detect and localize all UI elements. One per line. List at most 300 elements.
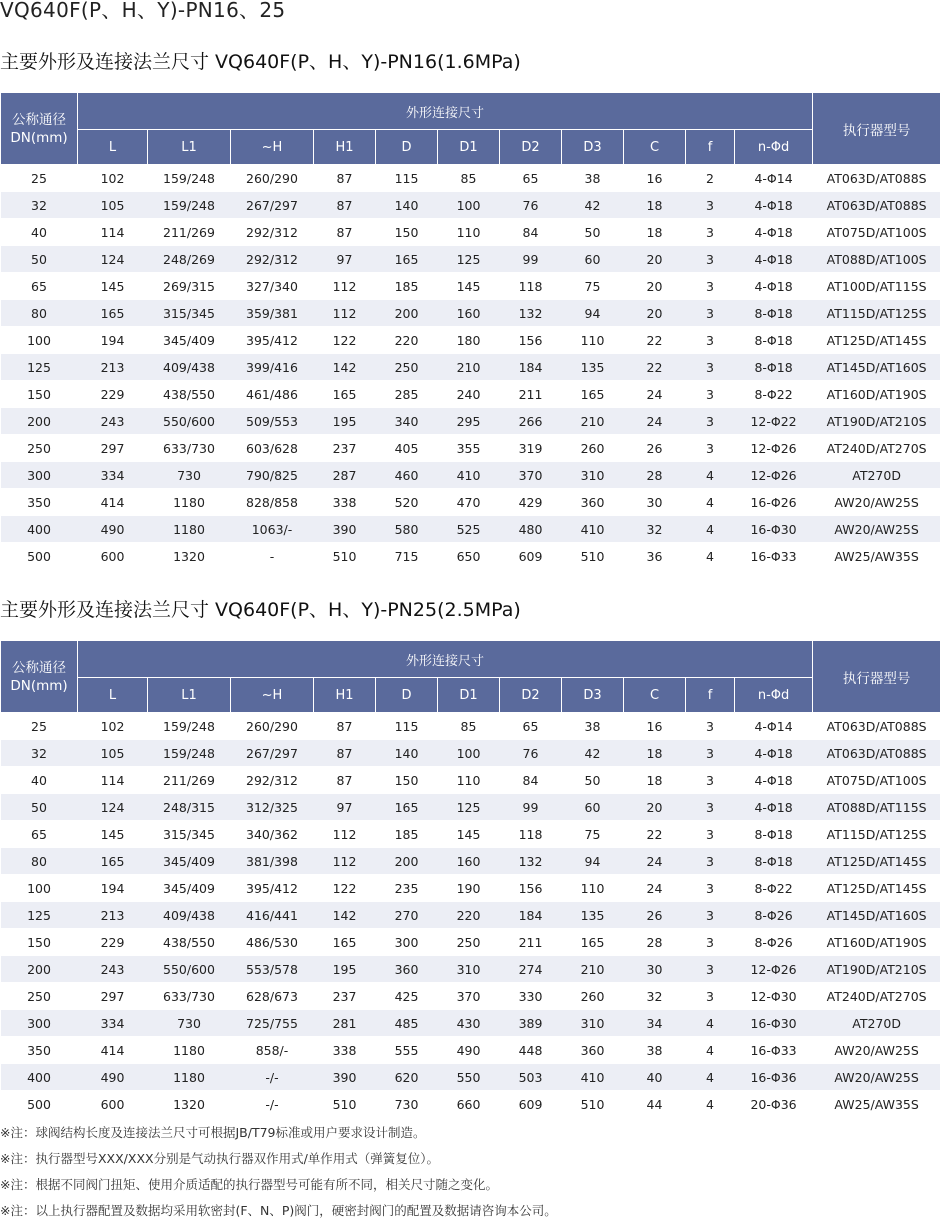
table-cell: 295 — [438, 408, 500, 435]
table-cell: 65 — [1, 821, 78, 848]
table-cell: 260 — [562, 435, 624, 462]
table-cell: 12-Φ26 — [735, 956, 813, 983]
table-cell: 210 — [438, 354, 500, 381]
table-cell: 260/290 — [231, 165, 314, 192]
table-row — [1, 435, 940, 462]
table-cell: 410 — [438, 462, 500, 489]
table-cell: 165 — [314, 381, 376, 408]
col-header: C — [624, 130, 686, 165]
table-cell: AT088D/AT100S — [813, 246, 940, 273]
table-cell: 334 — [78, 462, 148, 489]
table-cell: 250 — [376, 354, 438, 381]
table-cell: 730 — [148, 1010, 231, 1037]
table-cell: 660 — [438, 1091, 500, 1118]
table-cell: 345/409 — [148, 875, 231, 902]
table-cell: 200 — [376, 300, 438, 327]
table-cell: 260 — [562, 983, 624, 1010]
table-cell: 124 — [78, 794, 148, 821]
table-cell: 237 — [314, 983, 376, 1010]
table-cell: 3 — [686, 956, 735, 983]
table-row — [1, 327, 940, 354]
table-cell: 211 — [500, 381, 562, 408]
table-cell: 84 — [500, 219, 562, 246]
table-cell: 60 — [562, 246, 624, 273]
table-cell: 285 — [376, 381, 438, 408]
table-cell: AT190D/AT210S — [813, 408, 940, 435]
table-cell: 4 — [686, 1037, 735, 1064]
table-cell: AT270D — [813, 462, 940, 489]
table-cell: 600 — [78, 1091, 148, 1118]
col-header: D1 — [438, 678, 500, 713]
table-cell: 267/297 — [231, 740, 314, 767]
table-cell: 40 — [624, 1064, 686, 1091]
table-cell: 18 — [624, 740, 686, 767]
table-cell: 125 — [1, 354, 78, 381]
table-cell: -/- — [231, 1064, 314, 1091]
table-cell: 26 — [624, 902, 686, 929]
table-cell: 30 — [624, 956, 686, 983]
table-cell: 269/315 — [148, 273, 231, 300]
table-cell: 24 — [624, 848, 686, 875]
table-cell: 8-Φ18 — [735, 327, 813, 354]
table-cell: 390 — [314, 516, 376, 543]
table-cell: 118 — [500, 821, 562, 848]
table-cell: 94 — [562, 848, 624, 875]
table-row — [1, 300, 940, 327]
table-cell: 190 — [438, 875, 500, 902]
dimension-table-pn16 — [0, 92, 940, 570]
note: ※注：球阀结构长度及连接法兰尺寸可根据JB/T79标准或用户要求设计制造。 — [0, 1120, 557, 1146]
table-cell: 510 — [562, 1091, 624, 1118]
table-cell: - — [231, 543, 314, 570]
table-cell: 122 — [314, 327, 376, 354]
table-cell: 243 — [78, 956, 148, 983]
table-cell: 633/730 — [148, 435, 231, 462]
table-cell: 50 — [562, 767, 624, 794]
table-cell: 425 — [376, 983, 438, 1010]
table-cell: 87 — [314, 740, 376, 767]
table-cell: 211 — [500, 929, 562, 956]
table-cell: 184 — [500, 354, 562, 381]
table-cell: 360 — [376, 956, 438, 983]
table-cell: 300 — [1, 1010, 78, 1037]
table-cell: AW20/AW25S — [813, 1064, 940, 1091]
table-cell: 8-Φ18 — [735, 354, 813, 381]
table-cell: 500 — [1, 1091, 78, 1118]
table-cell: 4-Φ18 — [735, 740, 813, 767]
table-row — [1, 516, 940, 543]
table-cell: 16-Φ33 — [735, 1037, 813, 1064]
table-cell: AT063D/AT088S — [813, 713, 940, 740]
table-cell: AT115D/AT125S — [813, 300, 940, 327]
table-cell: 274 — [500, 956, 562, 983]
table-cell: 22 — [624, 354, 686, 381]
table-cell: AT145D/AT160S — [813, 354, 940, 381]
table-cell: 18 — [624, 767, 686, 794]
table-cell: 1320 — [148, 543, 231, 570]
table-cell: 125 — [438, 246, 500, 273]
table-cell: 102 — [78, 713, 148, 740]
table-cell: 65 — [500, 713, 562, 740]
table-cell: 828/858 — [231, 489, 314, 516]
table-cell: 355 — [438, 435, 500, 462]
table-cell: 150 — [376, 219, 438, 246]
table-cell: 3 — [686, 192, 735, 219]
table-cell: 315/345 — [148, 300, 231, 327]
table-cell: 85 — [438, 165, 500, 192]
table-cell: 185 — [376, 273, 438, 300]
table-cell: 105 — [78, 740, 148, 767]
table-cell: AT160D/AT190S — [813, 929, 940, 956]
table-cell: 22 — [624, 327, 686, 354]
table-cell: 730 — [148, 462, 231, 489]
table-cell: 20 — [624, 246, 686, 273]
table-cell: 125 — [1, 902, 78, 929]
table-cell: 414 — [78, 489, 148, 516]
table-cell: 8-Φ18 — [735, 821, 813, 848]
col-header: D1 — [438, 130, 500, 165]
table-cell: 360 — [562, 1037, 624, 1064]
table-cell: 50 — [562, 219, 624, 246]
table-cell: 18 — [624, 219, 686, 246]
table-cell: 110 — [562, 875, 624, 902]
table-cell: 381/398 — [231, 848, 314, 875]
table-cell: 4 — [686, 1010, 735, 1037]
table-cell: 490 — [78, 1064, 148, 1091]
table-cell: 32 — [1, 740, 78, 767]
table-cell: 115 — [376, 165, 438, 192]
table-cell: 486/530 — [231, 929, 314, 956]
table-cell: 2 — [686, 165, 735, 192]
table-cell: AW20/AW25S — [813, 516, 940, 543]
table-cell: 220 — [376, 327, 438, 354]
table-cell: 460 — [376, 462, 438, 489]
table-cell: 102 — [78, 165, 148, 192]
table-cell: 220 — [438, 902, 500, 929]
table-cell: 114 — [78, 767, 148, 794]
table-cell: 159/248 — [148, 165, 231, 192]
table-cell: 80 — [1, 300, 78, 327]
table-cell: 4-Φ14 — [735, 165, 813, 192]
table-cell: 319 — [500, 435, 562, 462]
table-cell: 38 — [562, 713, 624, 740]
table-row — [1, 273, 940, 300]
table-cell: 243 — [78, 408, 148, 435]
table-row — [1, 1091, 940, 1118]
table-cell: 194 — [78, 327, 148, 354]
col-header: H1 — [314, 130, 376, 165]
table-cell: 40 — [1, 219, 78, 246]
table-cell: 156 — [500, 327, 562, 354]
table-cell: AT075D/AT100S — [813, 767, 940, 794]
table-cell: 620 — [376, 1064, 438, 1091]
table-cell: 97 — [314, 246, 376, 273]
table-cell: 140 — [376, 740, 438, 767]
col-header: f — [686, 678, 735, 713]
table-cell: 4 — [686, 462, 735, 489]
table-cell: 165 — [376, 794, 438, 821]
table-cell: 633/730 — [148, 983, 231, 1010]
table-cell: 100 — [438, 192, 500, 219]
table-cell: 297 — [78, 435, 148, 462]
table-cell: 110 — [562, 327, 624, 354]
table-cell: 24 — [624, 408, 686, 435]
table-cell: 410 — [562, 516, 624, 543]
table-cell: 448 — [500, 1037, 562, 1064]
table-cell: 628/673 — [231, 983, 314, 1010]
table-cell: 3 — [686, 902, 735, 929]
table-cell: 340/362 — [231, 821, 314, 848]
table-cell: 20 — [624, 300, 686, 327]
table-cell: 12-Φ30 — [735, 983, 813, 1010]
table-cell: 200 — [1, 408, 78, 435]
table-cell: 36 — [624, 543, 686, 570]
table-cell: 270 — [376, 902, 438, 929]
table-cell: 725/755 — [231, 1010, 314, 1037]
table-cell: 292/312 — [231, 219, 314, 246]
col-header: D3 — [562, 130, 624, 165]
note: ※注：执行器型号XXX/XXX分别是气动执行器双作用式/单作用式（弹簧复位）。 — [0, 1146, 557, 1172]
table-cell: 287 — [314, 462, 376, 489]
table-row — [1, 165, 940, 192]
table-cell: 3 — [686, 848, 735, 875]
table-cell: 250 — [1, 983, 78, 1010]
table-cell: 24 — [624, 875, 686, 902]
table-cell: 4 — [686, 1064, 735, 1091]
table-cell: 150 — [376, 767, 438, 794]
table-cell: 338 — [314, 1037, 376, 1064]
col-header: n-Φd — [735, 130, 813, 165]
table-cell: 3 — [686, 767, 735, 794]
table-cell: 42 — [562, 192, 624, 219]
table-cell: 145 — [438, 821, 500, 848]
table-cell: 4-Φ18 — [735, 767, 813, 794]
table-cell: 8-Φ18 — [735, 300, 813, 327]
table-cell: 430 — [438, 1010, 500, 1037]
table-cell: 300 — [1, 462, 78, 489]
table-cell: 3 — [686, 327, 735, 354]
table-cell: AW25/AW35S — [813, 1091, 940, 1118]
table-cell: 145 — [438, 273, 500, 300]
table-cell: 485 — [376, 1010, 438, 1037]
table-cell: 3 — [686, 381, 735, 408]
table-cell: AT075D/AT100S — [813, 219, 940, 246]
table-cell: 395/412 — [231, 327, 314, 354]
table-cell: 350 — [1, 1037, 78, 1064]
table-cell: 135 — [562, 902, 624, 929]
table-cell: -/- — [231, 1091, 314, 1118]
table-cell: 3 — [686, 929, 735, 956]
table-cell: 210 — [562, 408, 624, 435]
dn-header: 公称通径 DN(mm) — [1, 93, 78, 165]
table-cell: 110 — [438, 767, 500, 794]
table-cell: 65 — [500, 165, 562, 192]
table-cell: 4-Φ14 — [735, 713, 813, 740]
table-cell: 112 — [314, 821, 376, 848]
col-header: D — [376, 678, 438, 713]
table-cell: 330 — [500, 983, 562, 1010]
col-header: ~H — [231, 130, 314, 165]
table-cell: 114 — [78, 219, 148, 246]
table-cell: 229 — [78, 929, 148, 956]
table-cell: 3 — [686, 435, 735, 462]
table-cell: 16 — [624, 713, 686, 740]
table-row — [1, 848, 940, 875]
table-cell: 32 — [624, 983, 686, 1010]
table-cell: AW20/AW25S — [813, 489, 940, 516]
table-row — [1, 821, 940, 848]
table-cell: 609 — [500, 1091, 562, 1118]
table-cell: 399/416 — [231, 354, 314, 381]
table-row — [1, 983, 940, 1010]
table-cell: 1180 — [148, 516, 231, 543]
table-cell: 510 — [562, 543, 624, 570]
table-cell: 8-Φ22 — [735, 875, 813, 902]
table-cell: 250 — [1, 435, 78, 462]
dimension-table-pn25 — [0, 640, 940, 1118]
table-cell: 140 — [376, 192, 438, 219]
table-cell: 510 — [314, 543, 376, 570]
table-cell: 370 — [438, 983, 500, 1010]
table-cell: 44 — [624, 1091, 686, 1118]
table-cell: 210 — [562, 956, 624, 983]
table-cell: 292/312 — [231, 767, 314, 794]
table-cell: 4 — [686, 489, 735, 516]
table-cell: 3 — [686, 219, 735, 246]
table-cell: 156 — [500, 875, 562, 902]
col-header: L — [78, 678, 148, 713]
table-cell: 4-Φ18 — [735, 794, 813, 821]
table-cell: 300 — [376, 929, 438, 956]
col-header: D — [376, 130, 438, 165]
table-cell: AT125D/AT145S — [813, 327, 940, 354]
table-cell: 405 — [376, 435, 438, 462]
table-cell: 340 — [376, 408, 438, 435]
table-cell: 409/438 — [148, 354, 231, 381]
table-cell: 400 — [1, 1064, 78, 1091]
table-cell: 229 — [78, 381, 148, 408]
table-cell: 38 — [562, 165, 624, 192]
table-cell: 858/- — [231, 1037, 314, 1064]
table-cell: 211/269 — [148, 219, 231, 246]
table-cell: 28 — [624, 462, 686, 489]
page-title: VQ640F(P、H、Y)-PN16、25 — [0, 0, 285, 20]
table-cell: 75 — [562, 273, 624, 300]
notes — [0, 1120, 557, 1224]
table-cell: 1063/- — [231, 516, 314, 543]
table-cell: 16 — [624, 165, 686, 192]
table-cell: AT088D/AT115S — [813, 794, 940, 821]
table-cell: 94 — [562, 300, 624, 327]
table-cell: AT063D/AT088S — [813, 165, 940, 192]
table-cell: 76 — [500, 192, 562, 219]
col-header: D2 — [500, 678, 562, 713]
table-cell: 1320 — [148, 1091, 231, 1118]
table-cell: 75 — [562, 821, 624, 848]
table-cell: 248/315 — [148, 794, 231, 821]
table-cell: 310 — [438, 956, 500, 983]
col-header: D3 — [562, 678, 624, 713]
table-cell: 24 — [624, 381, 686, 408]
table-cell: 4 — [686, 516, 735, 543]
table-cell: 8-Φ22 — [735, 381, 813, 408]
table-cell: 165 — [78, 848, 148, 875]
table-row — [1, 740, 940, 767]
table-row — [1, 381, 940, 408]
table-cell: AT145D/AT160S — [813, 902, 940, 929]
table-cell: 87 — [314, 192, 376, 219]
table-row — [1, 408, 940, 435]
dn-header: 公称通径 DN(mm) — [1, 641, 78, 713]
note: ※注：根据不同阀门扭矩、使用介质适配的执行器型号可能有所不同，相关尺寸随之变化。 — [0, 1172, 557, 1198]
table-cell: 240 — [438, 381, 500, 408]
table-cell: 266 — [500, 408, 562, 435]
table-row — [1, 219, 940, 246]
table-cell: 76 — [500, 740, 562, 767]
table-cell: 3 — [686, 408, 735, 435]
table-cell: AT160D/AT190S — [813, 381, 940, 408]
table-cell: AT125D/AT145S — [813, 848, 940, 875]
col-header: D2 — [500, 130, 562, 165]
col-header: L1 — [148, 678, 231, 713]
table-cell: 85 — [438, 713, 500, 740]
table-cell: 480 — [500, 516, 562, 543]
table-cell: 38 — [624, 1037, 686, 1064]
table-cell: 4 — [686, 1091, 735, 1118]
table-cell: 28 — [624, 929, 686, 956]
table-cell: 3 — [686, 713, 735, 740]
dimension-group-header: 外形连接尺寸 — [78, 641, 813, 678]
table-cell: 292/312 — [231, 246, 314, 273]
table-cell: 100 — [1, 875, 78, 902]
table-row — [1, 713, 940, 740]
table-cell: 16-Φ30 — [735, 516, 813, 543]
table-cell: 87 — [314, 713, 376, 740]
table-cell: 550/600 — [148, 956, 231, 983]
table-cell: 490 — [438, 1037, 500, 1064]
table-cell: 18 — [624, 192, 686, 219]
col-header: ~H — [231, 678, 314, 713]
table-cell: 310 — [562, 1010, 624, 1037]
table-cell: 390 — [314, 1064, 376, 1091]
table-cell: 4-Φ18 — [735, 219, 813, 246]
table-cell: 334 — [78, 1010, 148, 1037]
table-cell: 4-Φ18 — [735, 192, 813, 219]
table-cell: 790/825 — [231, 462, 314, 489]
table-cell: 132 — [500, 848, 562, 875]
table-cell: 100 — [438, 740, 500, 767]
table-cell: 1180 — [148, 489, 231, 516]
table-cell: 490 — [78, 516, 148, 543]
col-header: f — [686, 130, 735, 165]
table-cell: 150 — [1, 381, 78, 408]
table-cell: 550 — [438, 1064, 500, 1091]
table-row — [1, 956, 940, 983]
table-cell: 315/345 — [148, 821, 231, 848]
table-cell: 200 — [376, 848, 438, 875]
table-cell: 1180 — [148, 1037, 231, 1064]
table-cell: 165 — [562, 381, 624, 408]
table-cell: 112 — [314, 273, 376, 300]
table-cell: 42 — [562, 740, 624, 767]
table-cell: 40 — [1, 767, 78, 794]
col-header: n-Φd — [735, 678, 813, 713]
table-row — [1, 929, 940, 956]
table-cell: AT100D/AT115S — [813, 273, 940, 300]
table-cell: 603/628 — [231, 435, 314, 462]
table-cell: 60 — [562, 794, 624, 821]
table-cell: 461/486 — [231, 381, 314, 408]
